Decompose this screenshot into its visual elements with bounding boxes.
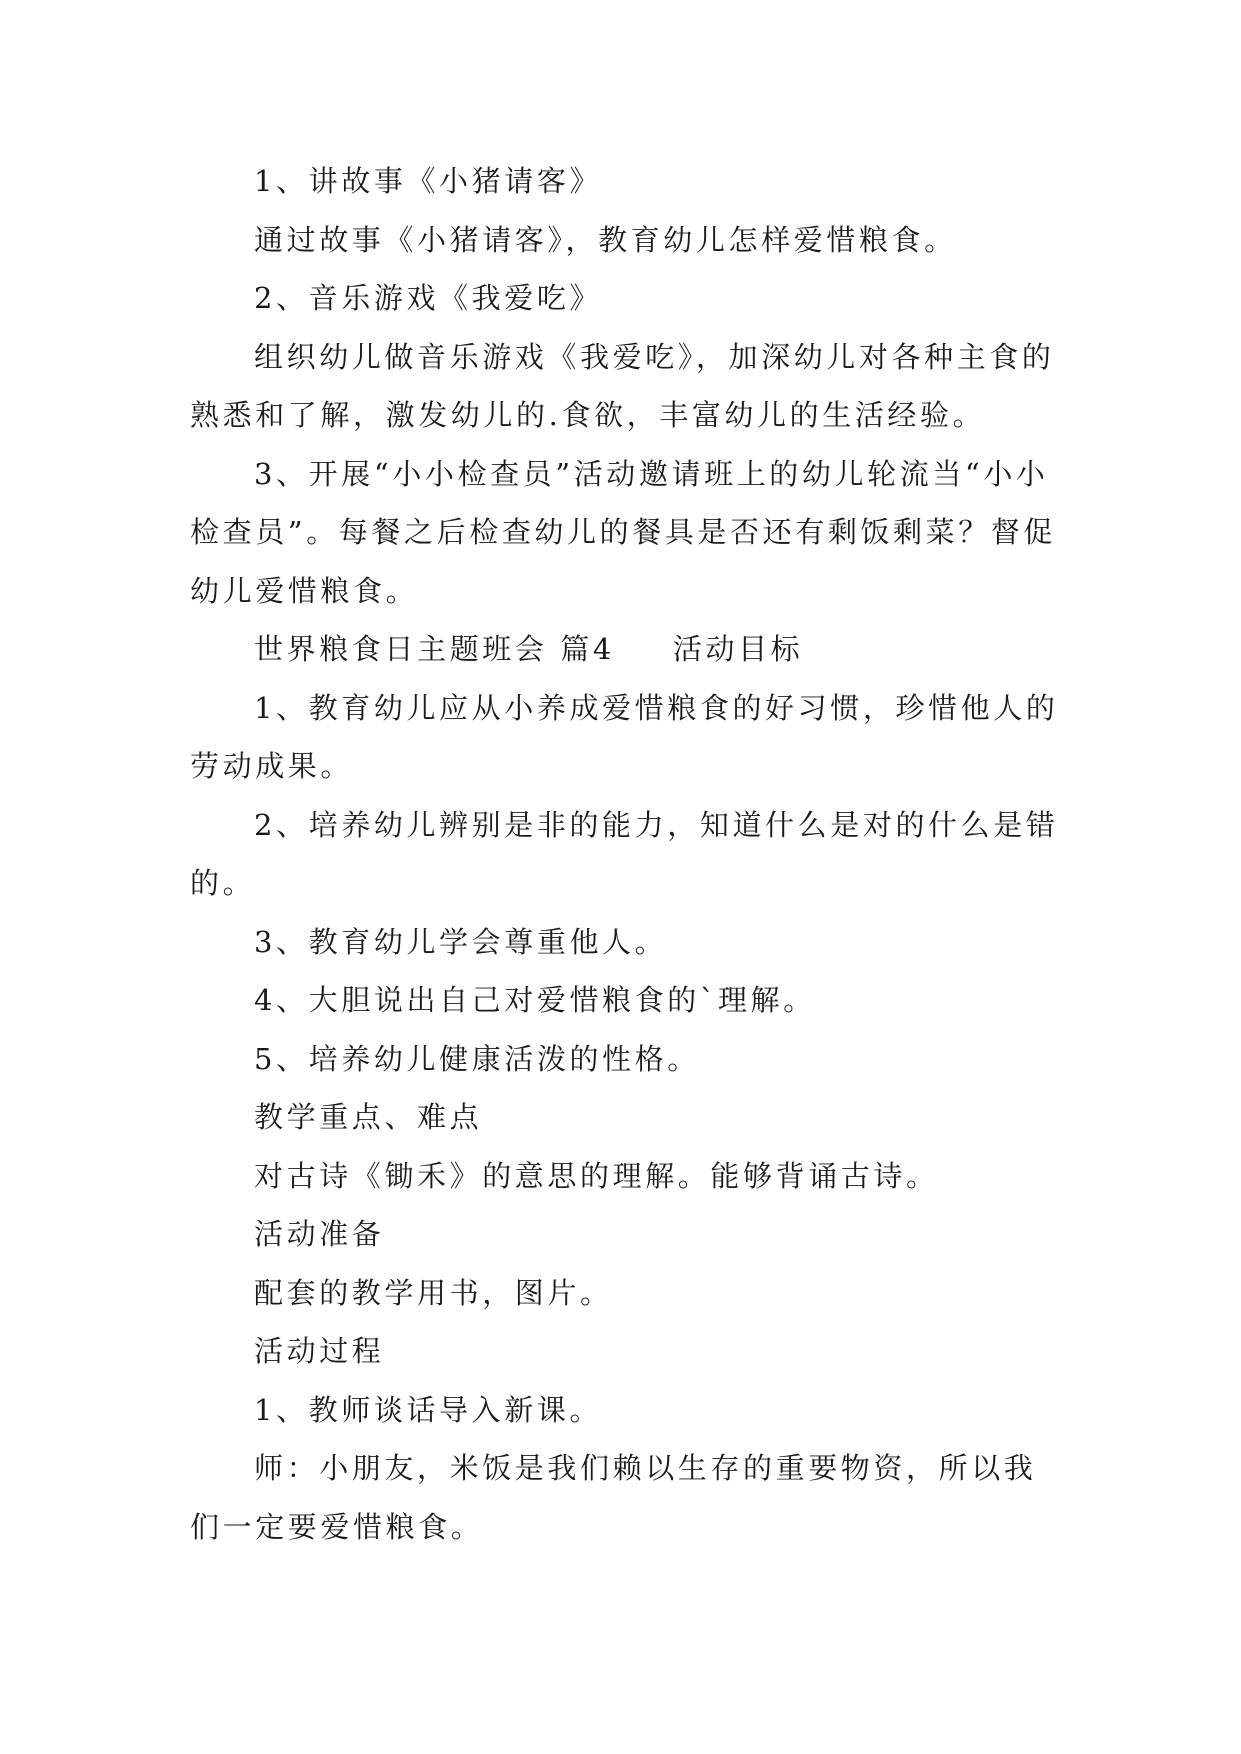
paragraph-key-points: 对古诗《锄禾》的意思的理解。能够背诵古诗。 (254, 1158, 939, 1193)
paragraph-goal-5: 5、培养幼儿健康活泼的性格。 (254, 1041, 700, 1076)
paragraph-process-heading: 活动过程 (254, 1334, 385, 1368)
paragraph-goal-1: 1、教育幼儿应从小养成爱惜粮食的好习惯，珍惜他人的劳动成果。 (190, 690, 1059, 783)
paragraph-music-game-title: 2、音乐游戏《我爱吃》 (254, 281, 603, 315)
paragraph-preparation: 配套的教学用书，图片。 (254, 1275, 613, 1310)
section-heading (190, 620, 1065, 679)
paragraph-process-step-1: 1、教师谈话导入新课。 (254, 1392, 603, 1427)
paragraph-goal-2: 2、培养幼儿辨别是非的能力，知道什么是对的什么是错的。 (190, 807, 1059, 900)
paragraph-story-title: 1、讲故事《小猪请客》 (254, 164, 603, 198)
paragraph-preparation-heading: 活动准备 (254, 1217, 385, 1251)
document-body (190, 152, 1065, 1556)
paragraph-inspector-activity: 3、开展“小小检查员”活动邀请班上的幼儿轮流当“小小检查员”。每餐之后检查幼儿的餐具是否还有剩饭剩菜？督促幼儿爱惜粮食。 (190, 456, 1057, 608)
section-heading-title: 世界粮食日主题班会 篇4 (254, 632, 615, 666)
paragraph-story-desc: 通过故事《小猪请客》，教育幼儿怎样爱惜粮食。 (254, 222, 957, 257)
paragraph-teacher-speech: 师：小朋友，米饭是我们赖以生存的重要物资，所以我们一定要爱惜粮食。 (190, 1451, 1037, 1544)
section-heading-goals: 活动目标 (672, 632, 804, 666)
paragraph-music-game-desc: 组织幼儿做音乐游戏《我爱吃》，加深幼儿对各种主食的熟悉和了解，激发幼儿的.食欲，丰富幼儿的生活经验。 (190, 339, 1055, 432)
paragraph-key-points-heading: 教学重点、难点 (254, 1100, 483, 1134)
paragraph-goal-4: 4、大胆说出自己对爱惜粮食的`理解。 (254, 983, 816, 1017)
paragraph-goal-3: 3、教育幼儿学会尊重他人。 (254, 924, 668, 959)
